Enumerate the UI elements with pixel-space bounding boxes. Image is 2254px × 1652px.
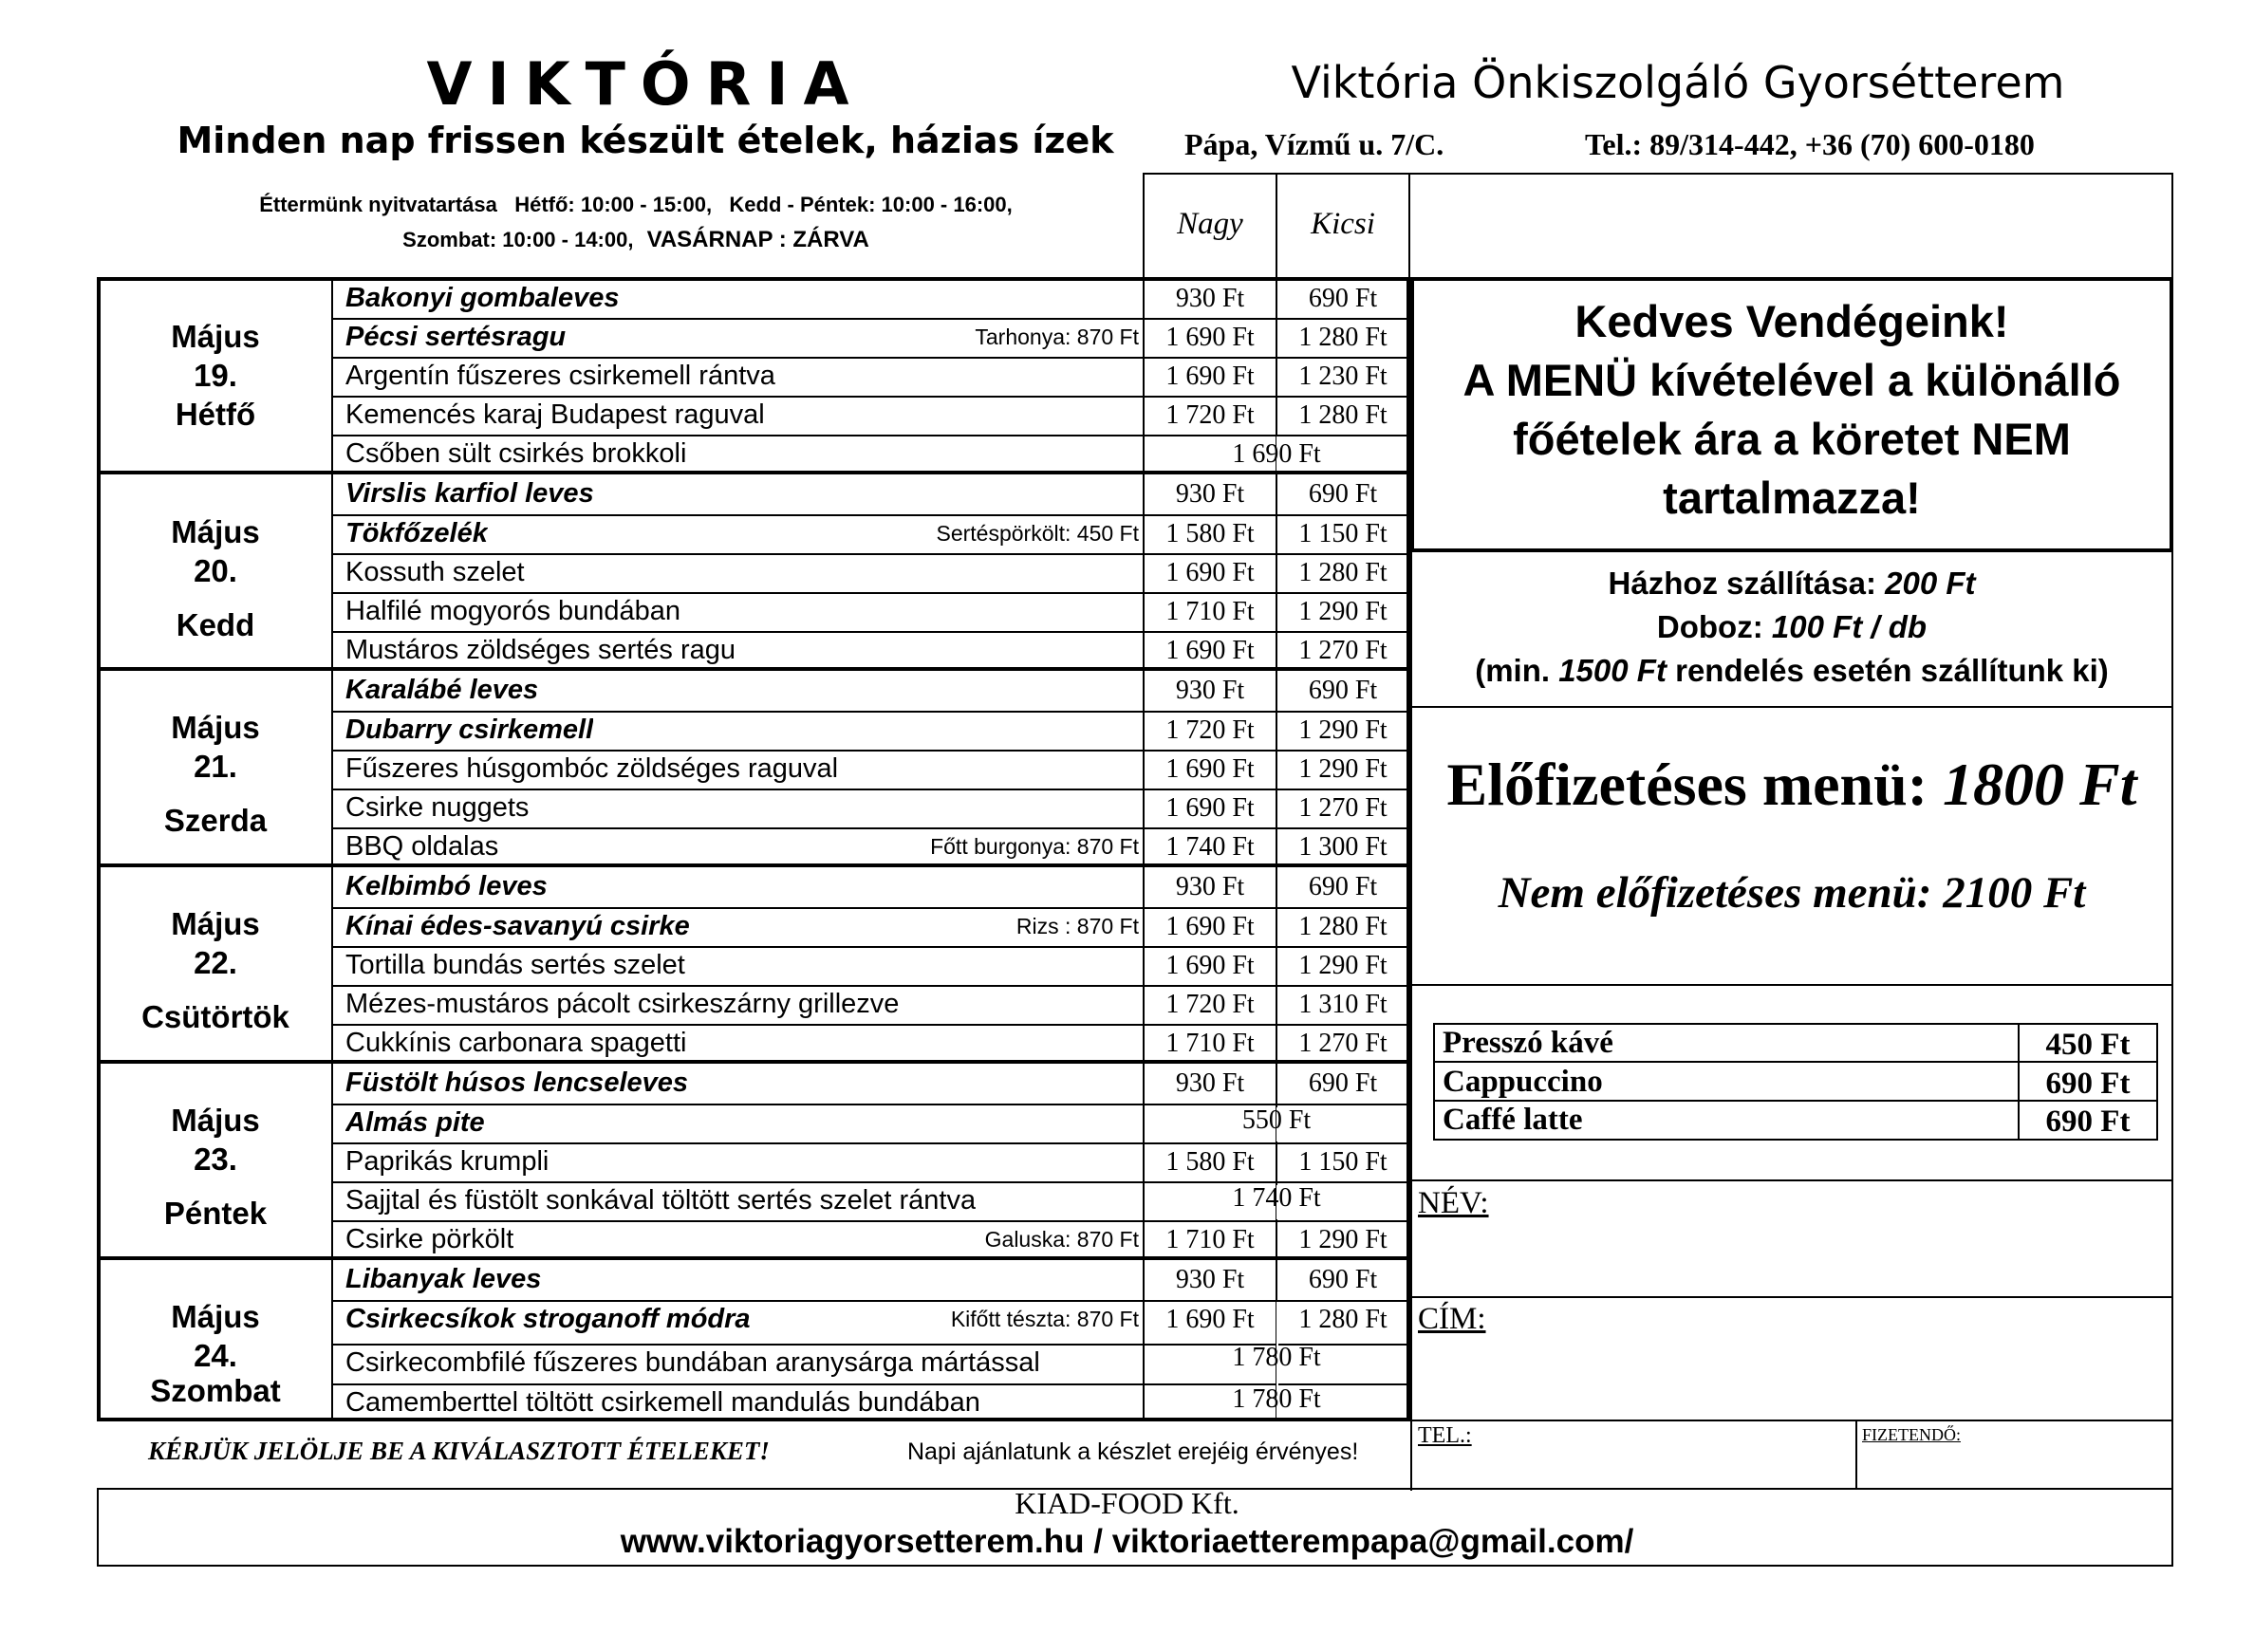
minimum-order: (min. 1500 Ft rendelés esetén szállítunk ki) — [1475, 653, 2109, 688]
price-small: 1 310 Ft — [1298, 990, 1388, 1019]
price-single: 1 780 Ft — [1232, 1384, 1321, 1414]
dish-name: Mustáros zöldséges sertés ragu — [345, 635, 736, 665]
price-small: 1 290 Ft — [1298, 1225, 1388, 1254]
dish-name: Argentín fűszeres csirkemell rántva — [345, 361, 775, 391]
side-dish-price: Sertéspörkölt: 450 Ft — [936, 521, 1139, 546]
price-large: 930 Ft — [1175, 1068, 1245, 1098]
price-large: 1 710 Ft — [1165, 597, 1255, 626]
tagline: Minden nap frissen készült ételek, házias ízek — [177, 120, 1114, 161]
price-small: 690 Ft — [1308, 284, 1378, 313]
non-subscription-menu: Nem előfizetéses menü: 2100 Ft — [1498, 868, 2086, 918]
price-small: 1 270 Ft — [1298, 1029, 1388, 1058]
price-large: 1 690 Ft — [1165, 636, 1255, 665]
price-large: 930 Ft — [1175, 479, 1245, 509]
day-label-wednesday: Május 21. Szerda — [163, 710, 268, 838]
price-small: 1 280 Ft — [1298, 912, 1388, 941]
dish-name: Mézes-mustáros pácolt csirkeszárny grillezve — [345, 989, 900, 1019]
phone-field[interactable]: TEL.: — [1418, 1423, 1472, 1448]
dish-name: Kossuth szelet — [345, 557, 525, 587]
dish-name: Virslis karfiol leves — [345, 478, 594, 509]
price-small: 1 290 Ft — [1298, 754, 1388, 784]
dish-name: Cukkínis carbonara spagetti — [345, 1028, 687, 1058]
price-small: 1 280 Ft — [1298, 558, 1388, 587]
dish-name: Fűszeres húsgombóc zöldséges raguval — [345, 753, 839, 784]
day-label-thursday: Május 22. Csütörtök — [141, 906, 289, 1034]
price-large: 1 740 Ft — [1165, 832, 1255, 862]
price-small: 1 290 Ft — [1298, 715, 1388, 745]
dish-name: Csirkecsíkok stroganoff módra — [345, 1304, 751, 1334]
price-small: 1 270 Ft — [1298, 636, 1388, 665]
day-label-saturday: Május 24. Szombat — [150, 1299, 281, 1408]
dish-name: Almás pite — [345, 1107, 485, 1138]
price-small: 690 Ft — [1308, 479, 1378, 509]
selection-instruction: KÉRJÜK JELÖLJE BE A KIVÁLASZTOTT ÉTELEKET! — [148, 1437, 770, 1465]
price-large: 1 690 Ft — [1165, 362, 1255, 391]
dish-name: Sajjtal és füstölt sonkával töltött sertés szelet rántva — [345, 1185, 977, 1216]
price-large: 1 580 Ft — [1165, 519, 1255, 548]
price-single: 1 740 Ft — [1232, 1183, 1321, 1213]
opening-hours-line-2 — [0, 227, 1272, 253]
drink-price: 690 Ft — [2045, 1104, 2131, 1139]
dish-name: Dubarry csirkemell — [345, 715, 594, 745]
price-small: 1 150 Ft — [1298, 1147, 1388, 1177]
price-large: 1 690 Ft — [1165, 1305, 1255, 1334]
drink-name: Caffé latte — [1443, 1103, 1583, 1137]
price-small: 1 270 Ft — [1298, 793, 1388, 823]
price-small: 1 280 Ft — [1298, 1305, 1388, 1334]
sunday-closed: VASÁRNAP : ZÁRVA — [646, 227, 869, 252]
restaurant-name: Viktória Önkiszolgáló Gyorsétterem — [1291, 57, 2065, 108]
saturday-hours: Szombat: 10:00 - 14:00, — [402, 228, 634, 251]
price-small: 690 Ft — [1308, 676, 1378, 705]
side-dish-price: Főtt burgonya: 870 Ft — [930, 834, 1139, 859]
address-field[interactable]: CÍM: — [1418, 1302, 1486, 1336]
price-large: 1 690 Ft — [1165, 951, 1255, 980]
drink-price: 450 Ft — [2045, 1028, 2131, 1062]
price-large: 1 720 Ft — [1165, 715, 1255, 745]
price-large: 1 720 Ft — [1165, 990, 1255, 1019]
name-field[interactable]: NÉV: — [1418, 1186, 1489, 1220]
subscription-menu — [1412, 750, 2171, 820]
brand-title: VIKTÓRIA — [426, 49, 865, 119]
day-label-monday: Május 19. Hétfő — [171, 319, 260, 432]
company-name: KIAD-FOOD Kft. — [1015, 1486, 1239, 1520]
dish-name: Libanyak leves — [345, 1264, 542, 1294]
price-large: 1 720 Ft — [1165, 400, 1255, 430]
price-large: 930 Ft — [1175, 676, 1245, 705]
price-small: 690 Ft — [1308, 1068, 1378, 1098]
dish-name: Camemberttel töltött csirkemell mandulás bundában — [345, 1387, 980, 1418]
price-large: 930 Ft — [1175, 1265, 1245, 1294]
price-large: 1 690 Ft — [1165, 754, 1255, 784]
notice-line-3: főételek ára a köretet NEM — [1513, 414, 2071, 464]
notice-line-2: A MENÜ kívételével a különálló — [1462, 355, 2121, 405]
side-dish-price: Galuska: 870 Ft — [984, 1227, 1139, 1252]
price-single: 1 780 Ft — [1232, 1343, 1321, 1372]
dish-name: Csőben sült csirkés brokkoli — [345, 438, 687, 469]
price-small: 1 280 Ft — [1298, 400, 1388, 430]
day-label-tuesday: Május 20. Kedd — [171, 514, 260, 642]
drink-name: Presszó kávé — [1443, 1026, 1613, 1060]
dish-name: Karalábé leves — [345, 675, 539, 705]
price-single: 550 Ft — [1241, 1105, 1312, 1135]
dish-name: Tökfőzelék — [345, 518, 488, 548]
delivery-fee: Házhoz szállítása: 200 Ft — [1608, 566, 1976, 601]
price-large: 1 710 Ft — [1165, 1225, 1255, 1254]
dish-name: BBQ oldalas — [345, 831, 499, 862]
price-small: 1 300 Ft — [1298, 832, 1388, 862]
phone: Tel.: 89/314-442, +36 (70) 600-0180 — [1585, 127, 2035, 161]
dish-name: Paprikás krumpli — [345, 1146, 550, 1177]
side-dish-price: Kifőtt tészta: 870 Ft — [950, 1307, 1139, 1331]
notice-line-1: Kedves Vendégeink! — [1574, 296, 2009, 346]
delivery-info — [1412, 562, 2171, 693]
price-large: 1 690 Ft — [1165, 793, 1255, 823]
price-small: 1 280 Ft — [1298, 323, 1388, 352]
dish-name: Kínai édes-savanyú csirke — [345, 911, 690, 941]
price-large: 1 690 Ft — [1165, 558, 1255, 587]
column-header-small: Kicsi — [1311, 207, 1375, 241]
side-dish-price: Rizs : 870 Ft — [1015, 914, 1139, 938]
dish-name: Füstölt húsos lencseleves — [345, 1067, 689, 1098]
side-dish-price: Tarhonya: 870 Ft — [975, 325, 1139, 349]
notice-text — [1414, 292, 2170, 528]
dish-name: Csirke pörkölt — [345, 1224, 514, 1254]
website-email: www.viktoriagyorsetterem.hu / viktoriaetterempapa@gmail.com/ — [620, 1523, 1634, 1560]
price-small: 1 290 Ft — [1298, 951, 1388, 980]
dish-name: Kemencés karaj Budapest raguval — [345, 399, 765, 430]
drink-price: 690 Ft — [2045, 1067, 2131, 1101]
dish-name: Kelbimbó leves — [345, 871, 548, 901]
price-large: 1 580 Ft — [1165, 1147, 1255, 1177]
address: Pápa, Vízmű u. 7/C. — [1184, 127, 1444, 161]
dish-name: Pécsi sertésragu — [345, 322, 567, 352]
price-small: 690 Ft — [1308, 872, 1378, 901]
subscription-price: 1800 Ft — [1943, 751, 2137, 818]
dish-name: Csirkecombfilé fűszeres bundában aranysárga mártással — [345, 1347, 1040, 1378]
box-fee: Doboz: 100 Ft / db — [1656, 609, 1928, 644]
price-large: 930 Ft — [1175, 284, 1245, 313]
price-large: 930 Ft — [1175, 872, 1245, 901]
column-header-large: Nagy — [1177, 207, 1243, 241]
subscription-label: Előfizetéses menü: — [1446, 751, 1928, 818]
price-large: 1 690 Ft — [1165, 912, 1255, 941]
dish-name: Halfilé mogyorós bundában — [345, 596, 681, 626]
price-small: 1 290 Ft — [1298, 597, 1388, 626]
notice-line-4: tartalmazza! — [1663, 473, 1921, 523]
day-label-friday: Május 23. Péntek — [163, 1103, 268, 1231]
price-small: 1 230 Ft — [1298, 362, 1388, 391]
dish-name: Bakonyi gombaleves — [345, 283, 620, 313]
dish-name: Csirke nuggets — [345, 792, 530, 823]
price-large: 1 690 Ft — [1165, 323, 1255, 352]
drink-name: Cappuccino — [1443, 1065, 1603, 1099]
dish-name: Tortilla bundás sertés szelet — [345, 950, 685, 980]
opening-hours-line-1: Éttermünk nyitvatartása Hétfő: 10:00 - 15:00, Kedd - Péntek: 10:00 - 16:00, — [259, 193, 1013, 216]
validity-note: Napi ajánlatunk a készlet erejéig érvényes! — [907, 1439, 1359, 1465]
price-large: 1 710 Ft — [1165, 1029, 1255, 1058]
payable-field[interactable]: FIZETENDŐ: — [1862, 1425, 1961, 1444]
price-single: 1 690 Ft — [1232, 439, 1321, 469]
price-small: 690 Ft — [1308, 1265, 1378, 1294]
price-small: 1 150 Ft — [1298, 519, 1388, 548]
